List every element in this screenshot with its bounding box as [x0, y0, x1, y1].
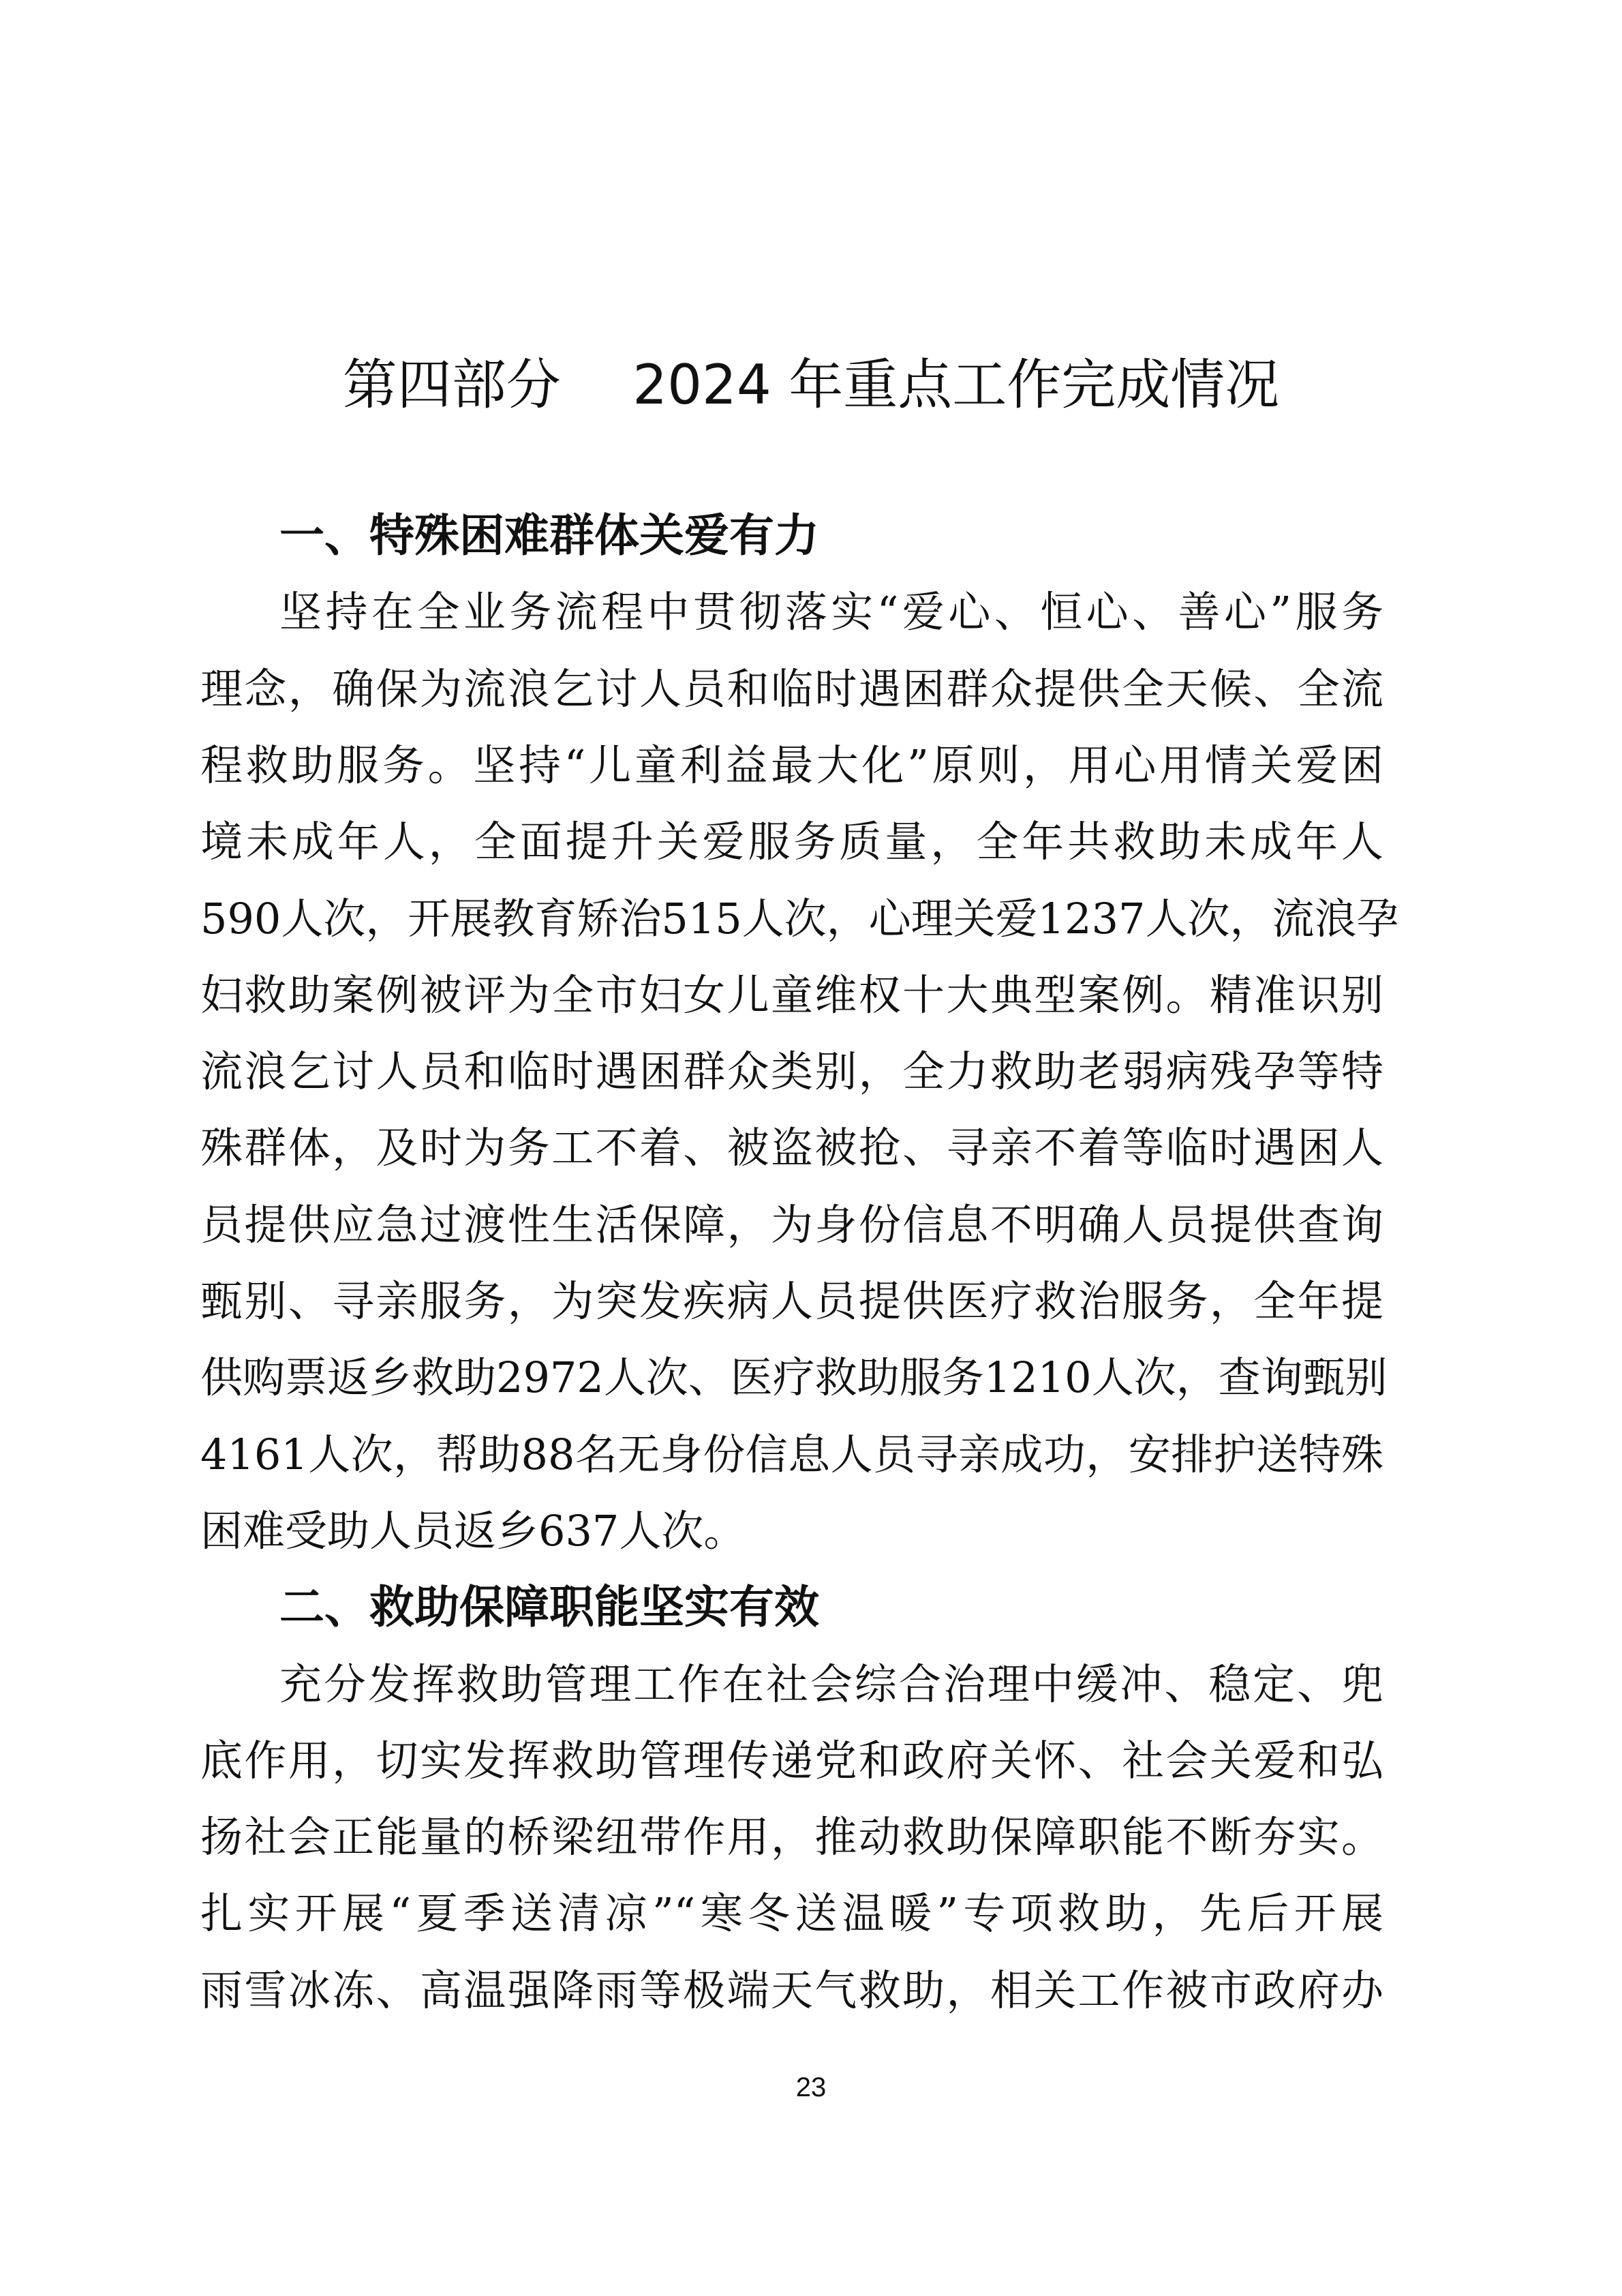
paragraph-line: 殊群体，及时为务工不着、被盗被抢、寻亲不着等临时遇困人 — [200, 1123, 1383, 1173]
paragraph-line: 理念，确保为流浪乞讨人员和临时遇困群众提供全天候、全流 — [200, 663, 1383, 714]
paragraph-line: 甄别、寻亲服务，为突发疾病人员提供医疗救治服务，全年提 — [200, 1276, 1383, 1326]
paragraph-line: 扎实开展“夏季送清凉”“寒冬送温暖”专项救助，先后开展 — [200, 1888, 1383, 1939]
paragraph-line: 590人次，开展教育矫治515人次，心理关爱1237人次，流浪孕 — [200, 893, 1399, 943]
paragraph-line: 雨雪冰冻、高温强降雨等极端天气救助，相关工作被市政府办 — [200, 1965, 1383, 2015]
paragraph-line: 妇救助案例被评为全市妇女儿童维权十大典型案例。精准识别 — [200, 969, 1383, 1020]
paragraph-line: 底作用，切实发挥救助管理传递党和政府关怀、社会关爱和弘 — [200, 1735, 1383, 1785]
paragraph-line: 程救助服务。坚持“儿童利益最大化”原则，用心用情关爱困 — [200, 740, 1383, 790]
paragraph-line: 困难受助人员返乡637人次。 — [200, 1505, 746, 1556]
paragraph-line: 4161人次，帮助88名无身份信息人员寻亲成功，安排护送特殊 — [200, 1429, 1383, 1479]
section-heading: 一、特殊困难群体关爱有力 — [279, 509, 819, 562]
paragraph-line: 境未成年人，全面提升关爱服务质量，全年共救助未成年人 — [200, 817, 1383, 867]
paragraph-line: 员提供应急过渡性生活保障，为身份信息不明确人员提供查询 — [200, 1199, 1383, 1250]
page-title: 第四部分 2024 年重点工作完成情况 — [342, 353, 1280, 417]
paragraph-line: 坚持在全业务流程中贯彻落实“爱心、恒心、善心”服务 — [279, 587, 1383, 637]
paragraph-line: 供购票返乡救助2972人次、医疗救助服务1210人次，查询甄别 — [200, 1353, 1388, 1403]
paragraph-line: 流浪乞讨人员和临时遇困群众类别，全力救助老弱病残孕等特 — [200, 1046, 1383, 1097]
paragraph-line: 扬社会正能量的桥梁纽带作用，推动救助保障职能不断夯实。 — [200, 1812, 1383, 1862]
page-number: 23 — [795, 2072, 827, 2102]
section-heading: 二、救助保障职能坚实有效 — [279, 1581, 819, 1634]
paragraph-line: 充分发挥救助管理工作在社会综合治理中缓冲、稳定、兜 — [279, 1659, 1383, 1709]
